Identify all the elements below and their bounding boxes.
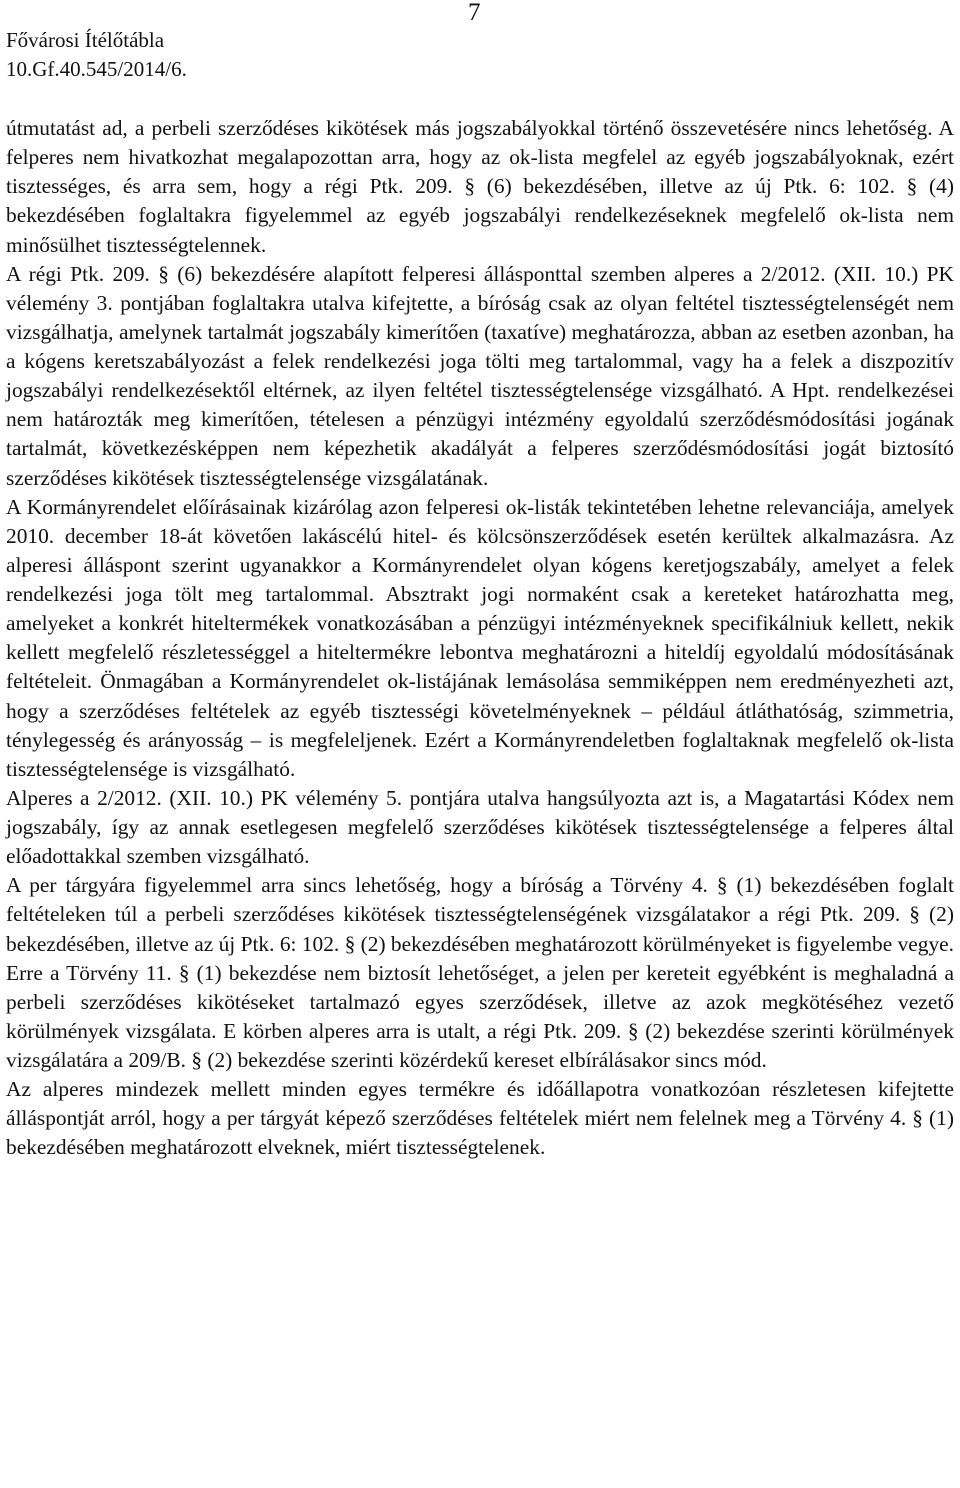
- paragraph-3: A Kormányrendelet előírásainak kizárólag azon felperesi ok-listák tekintetében lehetne relevanciája, amelyek 2010. december 18-át követően lakáscélú hitel- és kölcsönszerződések esetén kerültek alkalmazásra. Az alperesi álláspont szerint ugyanakkor a Kormányrendelet olyan kógens keretjogszabály, amelyet a felek rendelkezési joga tölt meg tartalommal. Absztrakt jogi normaként csak a kereteket határozhatta meg, amelyeket a konkrét hiteltermékek vonatkozásában a pénzügyi intézményeknek specifikálniuk kellett, nekik kellett megfelelő részletességgel a hiteltermékre lebontva meghatározni a hiteldíj egyoldalú módosításának feltételeit. Önmagában a Kormányrendelet ok-listájának lemásolása semmiképpen nem eredményezheti azt, hogy a szerződéses feltételek az egyéb tisztességi követelményeknek – például átláthatóság, szimmetria, ténylegesség és arányosság – is megfeleljenek. Ezért a Kormányrendeletben foglaltaknak megfelelő ok-lista tisztességtelensége is vizsgálható.: [6, 494, 954, 781]
- paragraph-1: útmutatást ad, a perbeli szerződéses kikötések más jogszabályokkal történő összevetésére nincs lehetőség. A felperes nem hivatkozhat megalapozottan arra, hogy az ok-lista megfelel az egyéb jogszabályoknak, ezért tisztességes, és arra sem, hogy a régi Ptk. 209. § (6) bekezdésében, illetve az új Ptk. 6: 102. § (4) bekezdésében foglaltakra figyelemmel az egyéb jogszabályi rendelkezéseknek megfelelő ok-lista nem minősülhet tisztességtelennek.: [6, 116, 954, 257]
- paragraph-4: Alperes a 2/2012. (XII. 10.) PK vélemény 5. pontjára utalva hangsúlyozta azt is, a Magatartási Kódex nem jogszabály, így az annak esetlegesen megfelelő szerződéses kikötések tisztességtelensége a felperes által előadottakkal szemben vizsgálható.: [6, 785, 954, 869]
- case-number: 10.Gf.40.545/2014/6.: [6, 57, 187, 81]
- page-number: 7: [468, 0, 481, 26]
- document-body: [6, 114, 954, 1163]
- paragraph-2: A régi Ptk. 209. § (6) bekezdésére alapított felperesi állásponttal szemben alperes a 2/2012. (XII. 10.) PK vélemény 3. pontjában foglaltakra utalva kifejtette, a bíróság csak az olyan feltétel tisztességtelenségét nem vizsgálhatja, amelynek tartalmát jogszabály kimerítően (taxatíve) meghatározza, abban az esetben azonban, ha a kógens keretszabályozást a felek rendelkezési joga tölti meg tartalommal, vagy ha a felek a diszpozitív jogszabályi rendelkezésektől eltérnek, az ilyen feltétel tisztességtelensége vizsgálható. A Hpt. rendelkezései nem határozták meg kimerítően, tételesen a pénzügyi intézmény egyoldalú szerződésmódosítási jogának tartalmát, következésképpen nem képezhetik akadályát a felperes szerződésmódosítási jogát biztosító szerződéses kikötések tisztességtelensége vizsgálatának.: [6, 261, 954, 490]
- paragraph-5: A per tárgyára figyelemmel arra sincs lehetőség, hogy a bíróság a Törvény 4. § (1) bekezdésében foglalt feltételeken túl a perbeli szerződéses kikötések tisztességtelenségének vizsgálatakor a régi Ptk. 209. § (2) bekezdésében, illetve az új Ptk. 6: 102. § (2) bekezdésében meghatározott körülményeket is figyelembe vegye. Erre a Törvény 11. § (1) bekezdése nem biztosít lehetőséget, a jelen per kereteit egyébként is meghaladná a perbeli szerződéses kikötéseket tartalmazó egyes szerződések, illetve az azok megkötéséhez vezető körülmények vizsgálata. E körben alperes arra is utalt, a régi Ptk. 209. § (2) bekezdése szerinti körülmények vizsgálatára a 209/B. § (2) bekezdése szerinti közérdekű kereset elbírálásakor sincs mód.: [6, 873, 954, 1072]
- court-name: Fővárosi Ítélőtábla: [6, 28, 165, 52]
- paragraph-6: Az alperes mindezek mellett minden egyes termékre és időállapotra vonatkozóan részletesen kifejtette álláspontját arról, hogy a per tárgyát képező szerződéses feltételek miért nem felelnek meg a Törvény 4. § (1) bekezdésében meghatározott elveknek, miért tisztességtelenek.: [6, 1077, 954, 1160]
- document-header: [6, 26, 187, 84]
